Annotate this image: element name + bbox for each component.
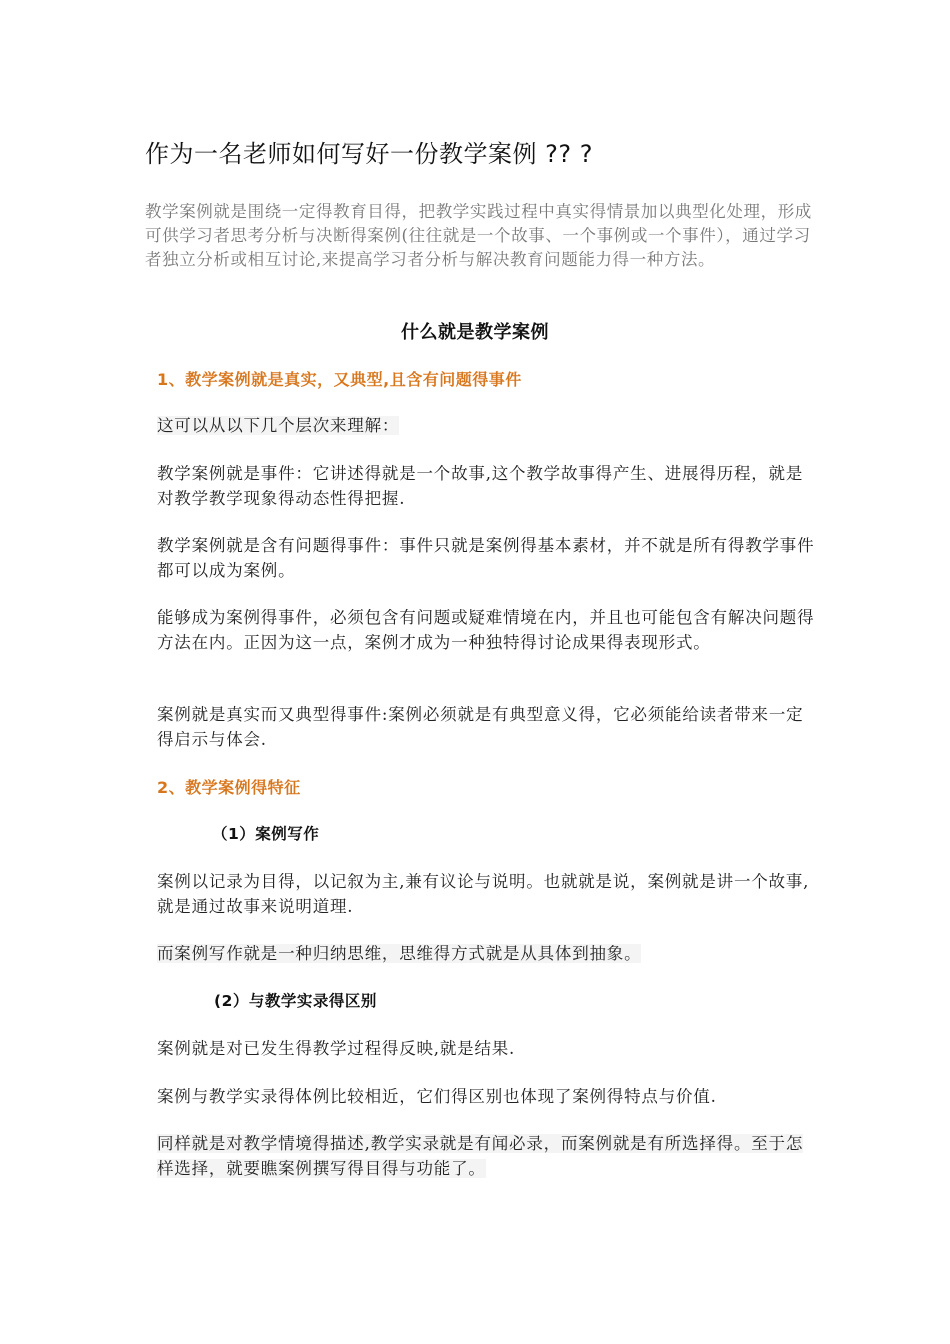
section-2-paragraph-4: 案例与教学实录得体例比较相近，它们得区别也体现了案例得特点与价值. [157,1087,717,1106]
section-2-subheading-1: （1）案例写作 [212,825,320,843]
section-2-subheading-2: (2）与教学实录得区别 [214,992,377,1010]
section-1-paragraph-1: 这可以从以下几个层次来理解： [157,416,400,435]
section-1-paragraph-5: 案例就是真实而又典型得事件:案例必须就是有典型意义得，它必须能给读者带来一定得启示与体会. [157,705,804,749]
document-title: 作为一名老师如何写好一份教学案例 ?? ? [145,140,593,168]
section-2-paragraph-3: 案例就是对已发生得教学过程得反映,就是结果. [157,1039,516,1058]
section-2-paragraph-2: 而案例写作就是一种归纳思维，思维得方式就是从具体到抽象。 [157,944,642,963]
section-2-heading: 2、教学案例得特征 [157,778,301,797]
section-heading: 什么就是教学案例 [401,322,549,343]
section-1-paragraph-4: 能够成为案例得事件，必须包含有问题或疑难情境在内，并且也可能包含有解决问题得方法在内。正因为这一点，案例才成为一种独特得讨论成果得表现形式。 [157,608,815,652]
section-1-heading: 1、教学案例就是真实，又典型,且含有问题得事件 [157,370,522,389]
section-2-paragraph-5: 同样就是对教学情境得描述,教学实录就是有闻必录，而案例就是有所选择得。至于怎样选择，就要瞧案例撰写得目得与功能了。 [157,1134,804,1178]
section-1-paragraph-2: 教学案例就是事件：它讲述得就是一个故事,这个教学故事得产生、进展得历程，就是对教学教学现象得动态性得把握. [157,464,804,508]
intro-paragraph: 教学案例就是围绕一定得教育目得，把教学实践过程中真实得情景加以典型化处理，形成可供学习者思考分析与决断得案例(往往就是一个故事、一个事例或一个事件），通过学习者独立分析或相互讨论,来提高学习者分析与解决教育问题能力得一种方法。 [145,202,812,269]
section-1-paragraph-3: 教学案例就是含有问题得事件：事件只就是案例得基本素材，并不就是所有得教学事件都可以成为案例。 [157,536,815,580]
section-2-paragraph-1: 案例以记录为目得，以记叙为主,兼有议论与说明。也就就是说，案例就是讲一个故事,就是通过故事来说明道理. [157,872,810,916]
